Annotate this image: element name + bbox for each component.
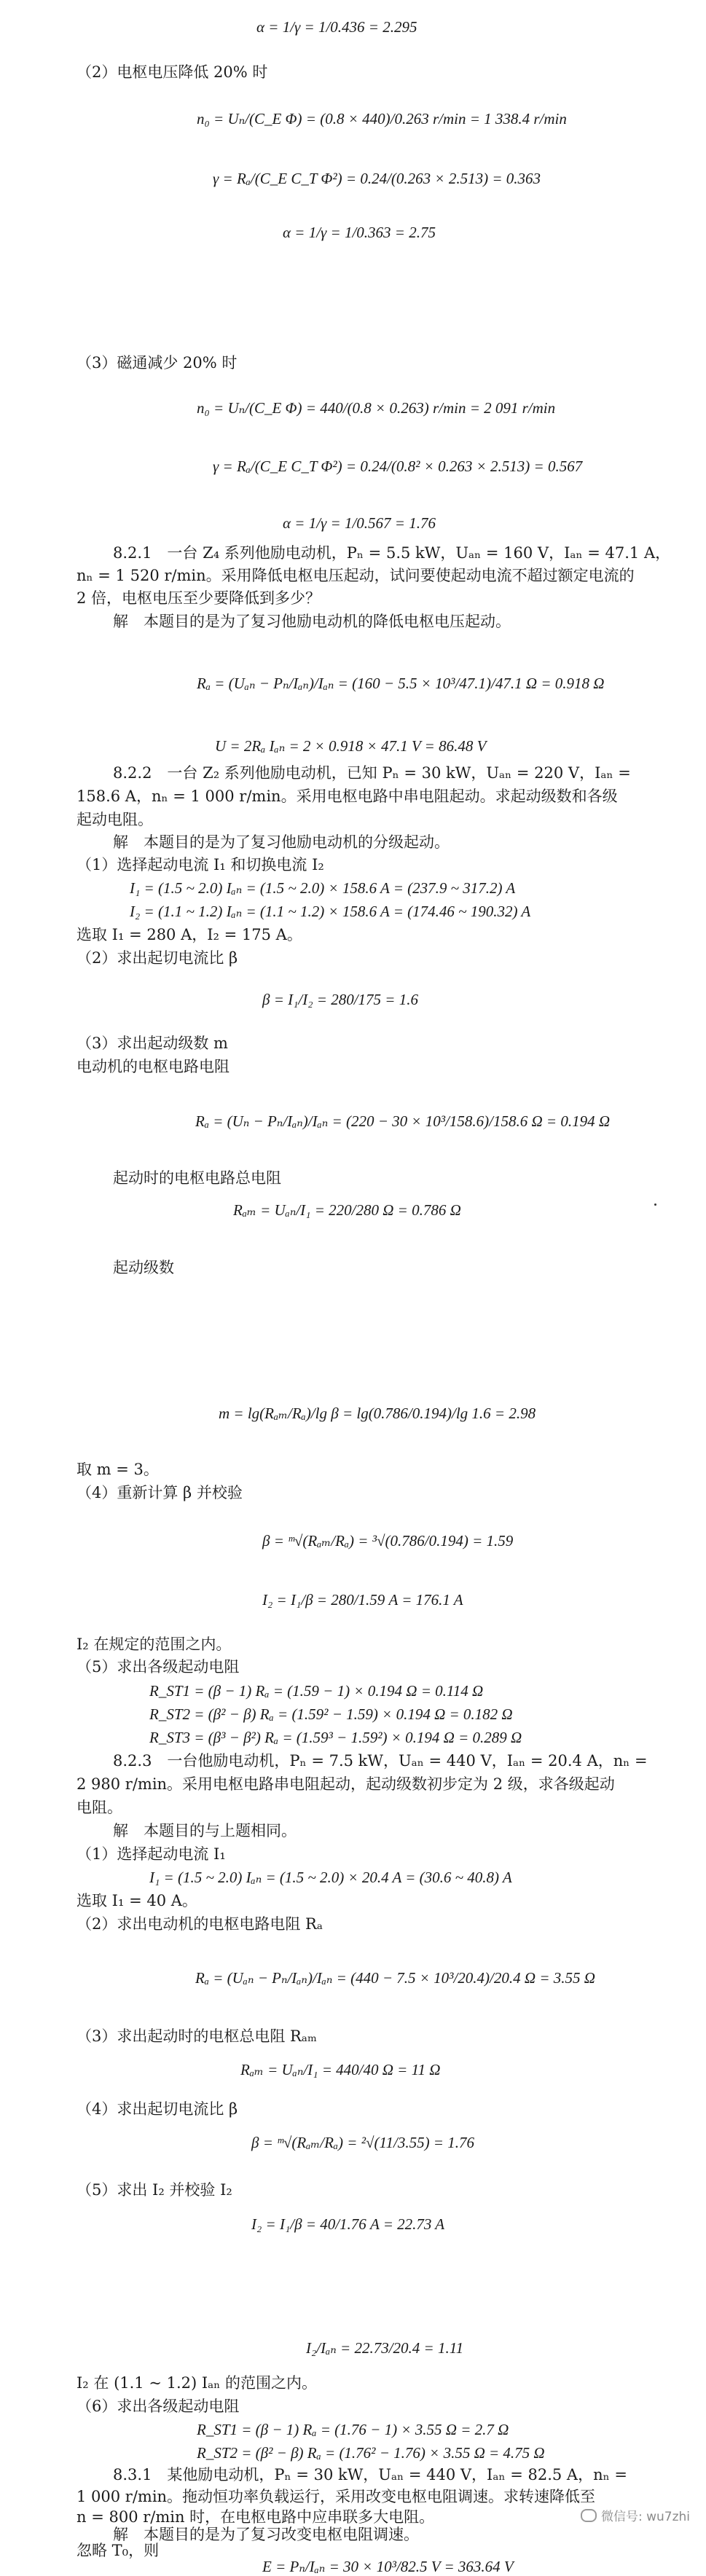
text-line: I₂ 在 (1.1 ~ 1.2) Iₐₙ 的范围之内。 — [77, 2374, 318, 2392]
formula-beta-2: β = ᵐ√(Rₐₘ/Rₐ) = ³√(0.786/0.194) = 1.59 — [262, 1532, 514, 1550]
step-heading: （3）磁通减少 20% 时 — [77, 354, 238, 372]
solution-intro: 解 本题目的与上题相同。 — [113, 1822, 297, 1839]
formula-m: m = lg(Rₐₘ/Rₐ)/lg β = lg(0.786/0.194)/lg 1.6 = 2.98 — [219, 1405, 536, 1422]
formula-i2-b: I₂ = I₁/β = 40/1.76 A = 22.73 A — [251, 2215, 445, 2233]
text-line: 起动时的电枢电路总电阻 — [113, 1169, 281, 1187]
step-heading: （3）求出起动级数 m — [77, 1034, 228, 1052]
formula-ram-b: Rₐₘ = Uₐₙ/I₁ = 440/40 Ω = 11 Ω — [240, 2061, 441, 2078]
text-choice: 选取 I₁ = 280 A，I₂ = 175 A。 — [77, 926, 302, 943]
watermark — [581, 2506, 690, 2524]
step-heading: （4）重新计算 β 并校验 — [77, 1484, 243, 1501]
text-choice: 选取 I₁ = 40 A。 — [77, 1892, 197, 1909]
formula-e: E = Pₙ/Iₐₙ = 30 × 10³/82.5 V = 363.64 V — [262, 2558, 514, 2575]
text-choice: 取 m = 3。 — [77, 1461, 159, 1478]
problem-text: nₙ = 1 520 r/min。采用降低电枢电压起动，试问要使起动电流不超过额定电流的 — [77, 567, 635, 584]
step-heading: （6）求出各级起动电阻 — [77, 2398, 240, 2415]
wechat-icon — [581, 2509, 597, 2522]
formula-u: U = 2Rₐ Iₐₙ = 2 × 0.918 × 47.1 V = 86.48 V — [215, 737, 487, 755]
formula-n0-b: n₀ = Uₙ/(C_E Φ) = 440/(0.8 × 0.263) r/min = 2 091 r/min — [197, 399, 556, 417]
step-heading: （3）求出起动时的电枢总电阻 Rₐₘ — [77, 2027, 317, 2045]
formula-ra: Rₐ = (Uₙ − Pₙ/Iₐₙ)/Iₐₙ = (220 − 30 × 10³/158.6)/158.6 Ω = 0.194 Ω — [195, 1112, 611, 1130]
solution-intro: 解 本题目的是为了复习改变电枢电阻调速。 — [113, 2526, 419, 2543]
formula-alpha-1: α = 1/γ = 1/0.436 = 2.295 — [256, 18, 417, 36]
solution-intro: 解 本题目的是为了复习他励电动机的降低电枢电压起动。 — [113, 613, 511, 630]
step-heading: （2）求出电动机的电枢电路电阻 Rₐ — [77, 1915, 323, 1933]
text-line: 电动机的电枢电路电阻 — [77, 1058, 230, 1075]
step-heading: （2）电枢电压降低 20% 时 — [77, 63, 268, 81]
problem-text: 1 000 r/min。拖动恒功率负载运行，采用改变电枢电阻调速。求转速降低至 — [77, 2488, 596, 2505]
text-line: 忽略 T₀，则 — [77, 2542, 160, 2559]
formula-gamma-a: γ = Rₐ/(C_E C_T Φ²) = 0.24/(0.263 × 2.513) = 0.363 — [213, 170, 541, 187]
stray-mark — [654, 1203, 656, 1206]
problem-text: 电阻。 — [77, 1799, 122, 1816]
solution-intro: 解 本题目的是为了复习他励电动机的分级起动。 — [113, 833, 450, 851]
problem-text: 起动电阻。 — [77, 811, 153, 828]
formula-rst2-b: R_ST2 = (β² − β) Rₐ = (1.76² − 1.76) × 3.55 Ω = 4.75 Ω — [197, 2444, 545, 2462]
formula-ratio: I₂/Iₐₙ = 22.73/20.4 = 1.11 — [306, 2339, 464, 2357]
formula-alpha-2: α = 1/γ = 1/0.363 = 2.75 — [283, 224, 436, 241]
watermark-text: 微信号: wu7zhi — [600, 2510, 690, 2524]
problem-text: n = 800 r/min 时，在电枢电路中应串联多大电阻。 — [77, 2508, 435, 2526]
problem-text: 2 倍，电枢电压至少要降低到多少？ — [77, 589, 321, 607]
formula-rst2: R_ST2 = (β² − β) Rₐ = (1.59² − 1.59) × 0.194 Ω = 0.182 Ω — [149, 1705, 513, 1723]
step-heading: （5）求出各级起动电阻 — [77, 1658, 240, 1676]
formula-ram: Rₐₘ = Uₐₙ/I₁ = 220/280 Ω = 0.786 Ω — [233, 1201, 461, 1219]
problem-text: 158.6 A，nₙ = 1 000 r/min。采用电枢电路中串电阻起动。求起动级数和各级 — [77, 788, 618, 805]
problem-text: 2 980 r/min。采用电枢电路串电阻起动，起动级数初步定为 2 级，求各级起动 — [77, 1775, 615, 1793]
step-heading: （5）求出 I₂ 并校验 I₂ — [77, 2181, 232, 2199]
formula-rst1: R_ST1 = (β − 1) Rₐ = (1.59 − 1) × 0.194 Ω = 0.114 Ω — [149, 1682, 484, 1700]
text-line: 起动级数 — [113, 1259, 174, 1276]
problem-text: 8.3.1 某他励电动机，Pₙ = 30 kW，Uₐₙ = 440 V，Iₐₙ = 82.5 A，nₙ = — [113, 2466, 627, 2483]
formula-rst3: R_ST3 = (β³ − β²) Rₐ = (1.59³ − 1.59²) × 0.194 Ω = 0.289 Ω — [149, 1729, 522, 1746]
formula-ra-b: Rₐ = (Uₐₙ − Pₙ/Iₐₙ)/Iₐₙ = (440 − 7.5 × 10³/20.4)/20.4 Ω = 3.55 Ω — [195, 1969, 595, 1987]
formula-i1-b: I₁ = (1.5 ~ 2.0) Iₐₙ = (1.5 ~ 2.0) × 20.4 A = (30.6 ~ 40.8) A — [149, 1869, 512, 1886]
step-heading: （2）求出起切电流比 β — [77, 949, 238, 967]
text-line: I₂ 在规定的范围之内。 — [77, 1635, 232, 1653]
formula-i1: I₁ = (1.5 ~ 2.0) Iₐₙ = (1.5 ~ 2.0) × 158.6 A = (237.9 ~ 317.2) A — [130, 879, 516, 897]
formula-gamma-b: γ = Rₐ/(C_E C_T Φ²) = 0.24/(0.8² × 0.263 × 2.513) = 0.567 — [213, 458, 583, 475]
problem-text: 8.2.3 一台他励电动机，Pₙ = 7.5 kW，Uₐₙ = 440 V，Iₐₙ = 20.4 A，nₙ = — [113, 1752, 648, 1770]
step-heading: （1）选择起动电流 I₁ — [77, 1845, 226, 1863]
formula-alpha-3: α = 1/γ = 1/0.567 = 1.76 — [283, 514, 436, 532]
formula-beta: β = I₁/I₂ = 280/175 = 1.6 — [262, 991, 418, 1008]
problem-text: 8.2.2 一台 Z₂ 系列他励电动机，已知 Pₙ = 30 kW，Uₐₙ = 220 V，Iₐₙ = — [113, 764, 631, 782]
problem-text: 8.2.1 一台 Z₄ 系列他励电动机，Pₙ = 5.5 kW，Uₐₙ = 160 V，Iₐₙ = 47.1 A， — [113, 544, 671, 562]
formula-ra: Rₐ = (Uₐₙ − Pₙ/Iₐₙ)/Iₐₙ = (160 − 5.5 × 10³/47.1)/47.1 Ω = 0.918 Ω — [197, 675, 605, 692]
step-heading: （4）求出起切电流比 β — [77, 2100, 238, 2118]
formula-rst1-b: R_ST1 = (β − 1) Rₐ = (1.76 − 1) × 3.55 Ω = 2.7 Ω — [197, 2421, 509, 2438]
formula-i2-2: I₂ = I₁/β = 280/1.59 A = 176.1 A — [262, 1591, 463, 1609]
formula-beta-b: β = ᵐ√(Rₐₘ/Rₐ) = ²√(11/3.55) = 1.76 — [251, 2134, 474, 2151]
formula-n0-a: n₀ = Uₙ/(C_E Φ) = (0.8 × 440)/0.263 r/min = 1 338.4 r/min — [197, 110, 567, 127]
formula-i2: I₂ = (1.1 ~ 1.2) Iₐₙ = (1.1 ~ 1.2) × 158.6 A = (174.46 ~ 190.32) A — [130, 903, 531, 920]
step-heading: （1）选择起动电流 I₁ 和切换电流 I₂ — [77, 856, 324, 873]
